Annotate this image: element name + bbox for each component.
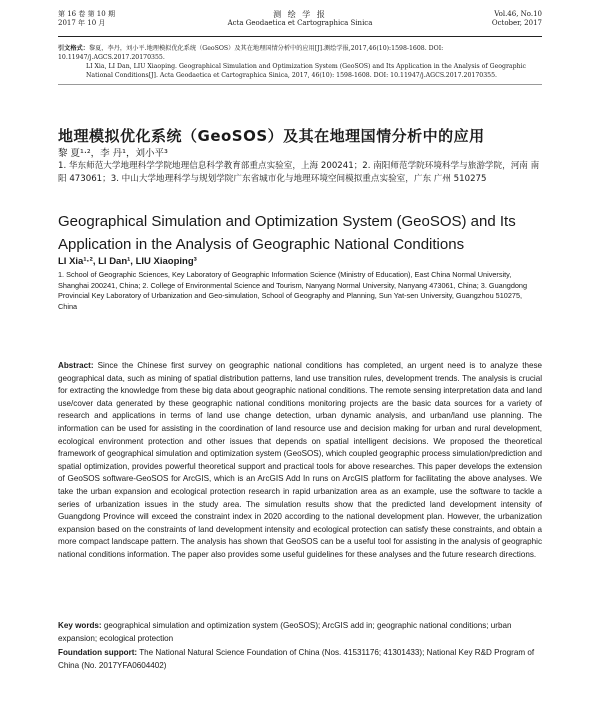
foundation-support: [58, 647, 542, 672]
keywords-label: Key words:: [58, 621, 102, 630]
citation-en: LI Xia, LI Dan, LIU Xiaoping. Geographical Simulation and Optimization System (GeoSOS) and Its Application in the Analysis of Geographic National Conditions[J]. Acta Geodaetica et Cartographica Sinica, 2017, 46(10): 1598-1608. DOI: 10.11947/j.AGCS.2017.20170355.: [86, 63, 526, 79]
abstract-label: Abstract:: [58, 361, 94, 370]
abstract-text: Since the Chinese first survey on geographic national conditions has completed, an urgent need is to analyze these geographical data, such as mining of spatial distribution patterns, land use transition rules, development trends. The analysis is crucial for extracting the knowledge from these big data about geographic national conditions. The remote sensing interpretation data and land use/cover data generated by these geographic national conditions monitoring projects are the basic data sources for a variety of research and applications in terms of land use change detection, urban dynamic analysis, and urban/land use planning. The information can be used for assisting in the coordination of land resource use and decision making for urban and rural development, ecological environment protection and other issues that depends on spatial intelligent decisions. We proposed the theoretical framework of geographical simulation and optimization system (GeoSOS), which coupled geographic process simulation/prediction and spatial optimization, provides powerful theoretical support and practical tools for above researches. This paper develops the extension of GeoSOS software-GeoSOS for ArcGIS, which is an ArcGIS Add In runs on ArcGIS platform for facilitating the above analyses. We take the urban expansion and ecological protection research in rapid urbanization area as an example, use the software to tackle a series of urbanization issues in the study area. The simulation results show that the predicted land development intensity of Guangdong Province will exceed the constraint index in 2020 according to the national development plan. However, the urbanization expansion based on the constraints of land development intensity and ecological protection can satisfy these constraints, and obtain a more compact landscape pattern. The analysis has shown that GeoSOS can be a useful tool for assisting in the analysis of geographic national conditions information. The paper also provides some useful guidelines for these analyses and the future research directions.: [58, 361, 542, 559]
foundation-label: Foundation support:: [58, 648, 138, 657]
citation-label: 引文格式：: [58, 45, 89, 52]
citation-format: [58, 44, 542, 85]
foundation-text: The National Natural Science Foundation of China (Nos. 41531176; 41301433); National Key R&D Program of China (No. 2017YFA0604402): [58, 648, 535, 670]
citation-zh: 黎夏，李丹，刘小平.地理模拟优化系统（GeoSOS）及其在地理国情分析中的应用[J].测绘学报,2017,46(10):1598-1608. DOI: 10.11947/j.AGCS.2017.20170355.: [58, 45, 444, 61]
running-header: [58, 10, 542, 37]
journal-volume: Vol.46, No.10 October, 2017: [491, 10, 542, 27]
authors-zh: 黎 夏¹·²，李 丹¹，刘小平³: [58, 148, 168, 159]
keywords: [58, 620, 542, 645]
affiliations-en: 1. School of Geographic Sciences, Key Laboratory of Geographic Information Science (Ministry of Education), East China Normal University, Shanghai 200241, China; 2. College of Environmental Science and Tourism, Nanyang Normal University, Nanyang 473061, China; 3. Guangdong Provincial Key Laboratory of Urbanization and Geo-simulation, School of Geography and Planning, Sun Yat-sen University, Guangzhou 510275, China: [58, 270, 528, 311]
affiliations-zh: 1. 华东师范大学地理科学学院地理信息科学教育部重点实验室，上海 200241；2. 南阳师范学院环境科学与旅游学院，河南 南阳 473061；3. 中山大学地理科学与规划学院广东省城市化与地理环境空间模拟重点实验室，广东 广州 510275: [58, 161, 540, 184]
paper-title-zh: 地理模拟优化系统（GeoSOS）及其在地理国情分析中的应用: [58, 127, 485, 145]
journal-name: 测 绘 学 报 Acta Geodaetica et Cartographica Sinica: [227, 10, 373, 27]
paper-title-en: Geographical Simulation and Optimization System (GeoSOS) and Its Application in the Analysis of Geographic National Conditions: [58, 213, 516, 253]
abstract: [58, 360, 542, 562]
journal-issue: 第 16 卷 第 10 期 2017 年 10 月: [58, 10, 115, 27]
authors-en: LI Xia¹·², LI Dan¹, LIU Xiaoping³: [58, 256, 197, 267]
keywords-text: geographical simulation and optimization system (GeoSOS); ArcGIS add in; geographic national conditions; urban expansion; ecological protection: [58, 621, 512, 643]
